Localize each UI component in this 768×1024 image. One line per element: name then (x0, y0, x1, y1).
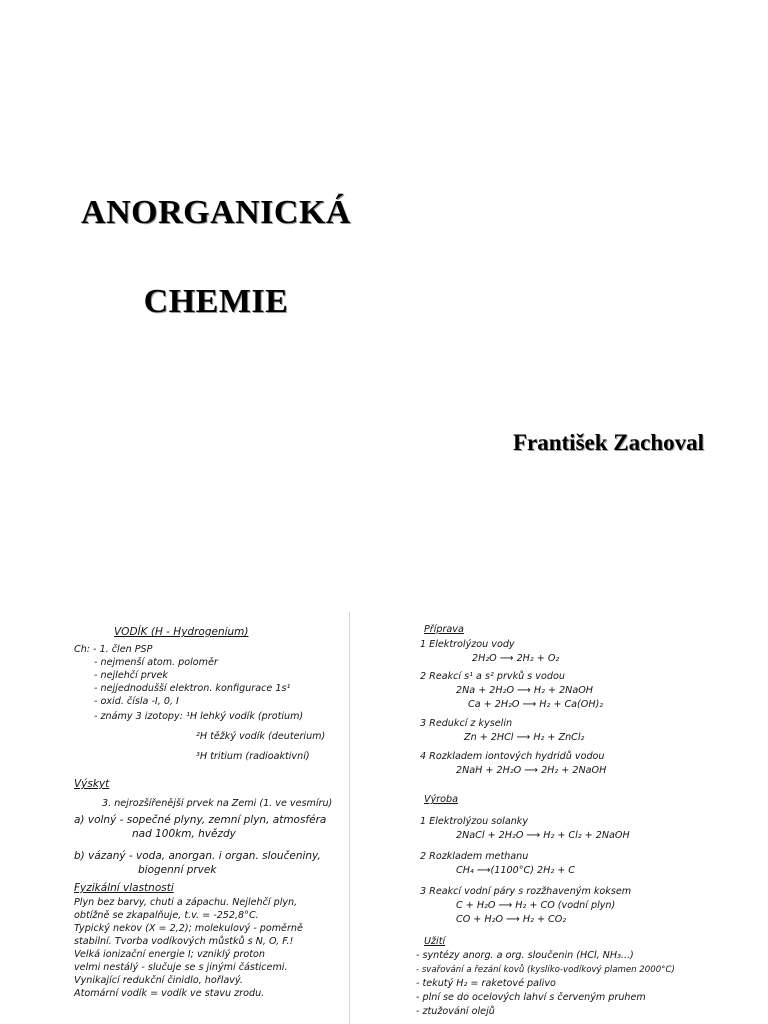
note-line: - oxid. čísla -I, 0, I (94, 696, 179, 707)
author-name: František Zachoval (512, 430, 704, 455)
note-line: 2 Rozkladem methanu (420, 851, 529, 862)
equation: CH₄ ⟶(1100°C) 2H₂ + C (456, 865, 576, 876)
note-line: stabilní. Tvorba vodíkových můstků s N, O, F.! (74, 936, 294, 947)
note-line: - známy 3 izotopy: ¹H lehký vodík (protium) (94, 711, 304, 722)
note-line: obtížně se zkapalňuje, t.v. = -252,8°C. (74, 910, 259, 921)
note-line: Ch: - 1. člen PSP (74, 644, 153, 655)
note-line: 3. nejrozšířenější prvek na Zemi (1. ve vesmíru) (102, 798, 333, 809)
note-line: 1 Elektrolýzou solanky (420, 816, 529, 827)
note-line: 1 Elektrolýzou vody (420, 639, 515, 650)
note-line: ³H tritium (radioaktivní) (196, 751, 310, 762)
title-line-1: ANORGANICKÁ (81, 194, 351, 231)
note-line: - plní se do ocelových lahví s červeným pruhem (416, 992, 646, 1003)
note-line: Atomární vodík = vodík ve stavu zrodu. (74, 988, 265, 999)
note-line: 2 Reakcí s¹ a s² prvků s vodou (420, 671, 565, 682)
note-line: 3 Reakcí vodní páry s rozžhaveným koksem (420, 886, 632, 897)
section-heading-vodik: VODÍK (H - Hydrogenium) (114, 626, 249, 638)
note-line: 3 Redukcí z kyselin (420, 718, 513, 729)
note-line: Typický nekov (X = 2,2); molekulový - poměrně (74, 923, 303, 934)
equation: Ca + 2H₂O ⟶ H₂ + Ca(OH)₂ (468, 699, 604, 710)
note-line: Vynikající redukční činidlo, hořlavý. (74, 975, 243, 986)
note-line: - syntézy anorg. a org. sloučenin (HCl, NH₃...) (416, 950, 634, 961)
handwritten-notes-left (62, 612, 347, 1024)
section-heading-vyroba: Výroba (424, 794, 459, 805)
note-line: Velká ionizační energie I; vzniklý proton (74, 949, 265, 960)
note-line: biogenní prvek (138, 864, 217, 876)
handwritten-notes-right (400, 612, 706, 1024)
note-line: b) vázaný - voda, anorgan. i organ. sloučeniny, (74, 850, 321, 862)
equation: C + H₂O ⟶ H₂ + CO (vodní plyn) (456, 900, 616, 911)
section-heading-priprava: Příprava (424, 624, 464, 635)
page-divider (349, 612, 350, 1024)
equation: 2NaCl + 2H₂O ⟶ H₂ + Cl₂ + 2NaOH (456, 830, 630, 841)
equation: CO + H₂O ⟶ H₂ + CO₂ (456, 914, 567, 925)
note-line: - nejlehčí prvek (94, 670, 168, 681)
note-line: - svařování a řezání kovů (kyslíko-vodíkový plamen 2000°C) (416, 965, 675, 975)
note-line: Plyn bez barvy, chuti a zápachu. Nejlehčí plyn, (74, 897, 298, 908)
equation: 2H₂O ⟶ 2H₂ + O₂ (472, 653, 560, 664)
title-line-2: CHEMIE (143, 283, 289, 320)
note-line: velmi nestálý - slučuje se s jinými částicemi. (74, 962, 288, 973)
equation: Zn + 2HCl ⟶ H₂ + ZnCl₂ (464, 732, 585, 743)
equation: 2Na + 2H₂O ⟶ H₂ + 2NaOH (456, 685, 593, 696)
section-heading-fyzikalni-vlastnosti: Fyzikální vlastnosti (74, 882, 174, 894)
section-heading-vyskyt: Výskyt (74, 778, 110, 790)
note-line: ²H těžký vodík (deuterium) (196, 731, 326, 742)
note-line: - nejjednodušší elektron. konfigurace 1s¹ (94, 683, 291, 694)
note-line: - ztužování olejů (416, 1006, 495, 1017)
section-heading-uziti: Užití (424, 936, 446, 947)
note-line: - tekutý H₂ = raketové palivo (416, 978, 556, 989)
note-line: a) volný - sopečné plyny, zemní plyn, atmosféra (74, 814, 327, 826)
note-line: 4 Rozkladem iontových hydridů vodou (420, 751, 605, 762)
equation: 2NaH + 2H₂O ⟶ 2H₂ + 2NaOH (456, 765, 607, 776)
note-line: - nejmenší atom. poloměr (94, 657, 218, 668)
note-line: nad 100km, hvězdy (132, 828, 236, 840)
